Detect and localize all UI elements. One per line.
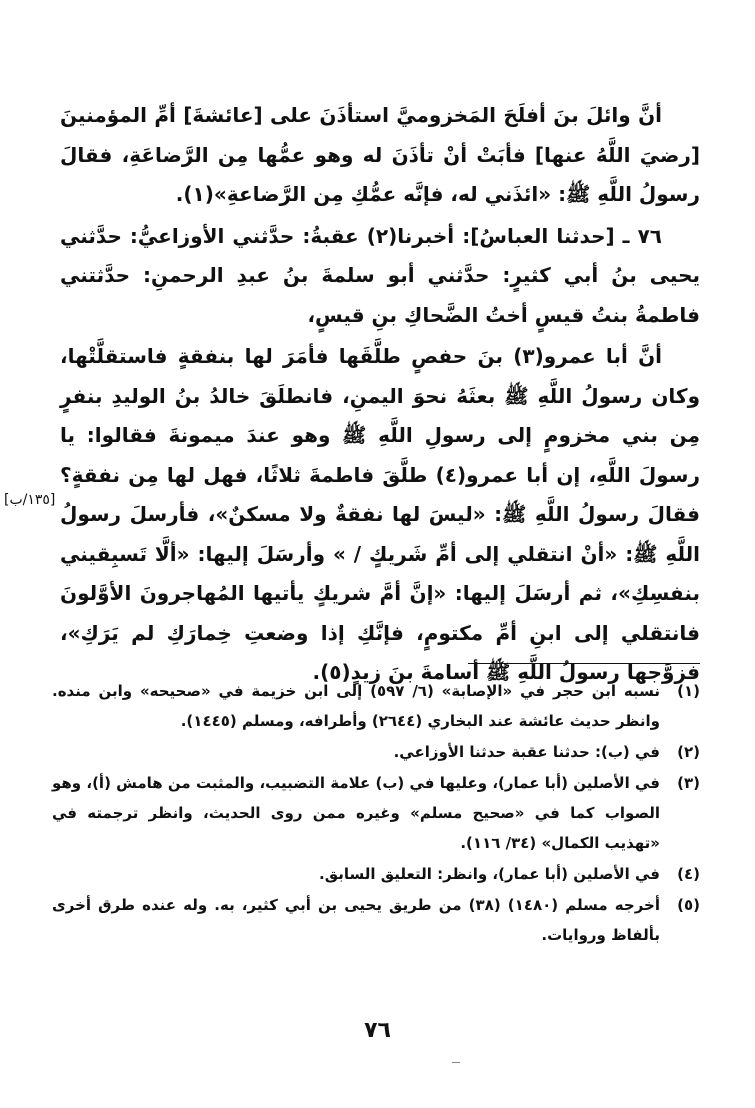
footnote-text: في الأصلين (أبا عمار)، وانظر: التعليق السابق.: [319, 865, 660, 883]
footnote-text: في (ب): حدثنا عقبة حدثنا الأوزاعي.: [393, 743, 660, 761]
page-number: ٧٦: [364, 1018, 391, 1043]
hadith-paragraph-2: ٧٦ ـ [حدثنا العباسُ]: أخبرنا(٢) عقبةُ: حدَّثني الأوزاعيُّ: حدَّثني يحيى بنُ أبي كثيرٍ: حدَّثني أبو سلمةَ بنُ عبدِ الرحمنِ: حدَّثتني فاطمةُ بنتُ قيسٍ أختُ الضَّحاكِ بنِ قيسٍ،: [60, 223, 700, 327]
footnote-number: (٤): [677, 865, 700, 883]
footnote: [52, 768, 700, 858]
footnote-number: (٣): [677, 774, 700, 792]
hadith-paragraph-3: أنَّ أبا عمرو(٣) بنَ حفصٍ طلَّقَها فأمَرَ لها بنفقةٍ فاستقلَّتْها، وكان رسولُ اللَّهِ ﷺ بعثَهُ نحوَ اليمنِ، فانطلَقَ خالدُ بنُ الوليدِ بنفرٍ مِن بني مخزومٍ إلى رسولِ اللَّهِ ﷺ وهو عندَ ميمونةَ فقالوا: يا رسولَ اللَّهِ، إن أبا عمرو(٤) طلَّقَ فاطمةَ ثلاثًا، فهل لها مِن نفقةٍ؟ فقالَ رسولُ اللَّهِ ﷺ: «ليسَ لها نفقةٌ ولا مسكنٌ»، فأرسلَ رسولُ اللَّهِ ﷺ: «أنْ انتقلي إلى أمِّ شَريكٍ / » وأرسَلَ إليها: «ألَّا تَسبِقيني بنفسِكِ»، ثم أرسَلَ إليها: «إنَّ أمَّ شريكٍ يأتيها المُهاجرونَ الأوَّلونَ فانتقلي إلى ابنِ أمِّ مكتومٍ، فإنَّكِ إذا وضعتِ خِمارَكِ لم يَرَكِ»، فزوَّجها رسولُ اللَّهِ ﷺ أسامةَ بنَ زيدٍ(٥).: [60, 344, 700, 684]
footnote-text: أخرجه مسلم (١٤٨٠) (٣٨) من طريق يحيى بن أبي كثير، به. وله عنده طرق أخرى بألفاظ وروايات.: [52, 896, 660, 944]
footnote-number: (٢): [677, 743, 700, 761]
footnote: [52, 859, 700, 889]
footnote: [52, 737, 700, 767]
hadith-paragraph-1: أنَّ وائلَ بنَ أفلَحَ المَخزوميَّ استأذَنَ على [عائشةَ] أمِّ المؤمنينَ [رضيَ اللَّهُ عنها] فأبَتْ أنْ تأذَنَ له وهو عمُّها مِن الرَّضاعَةِ، فقالَ رسولُ اللَّهِ ﷺ: «ائذَني له، فإنَّه عمُّكِ مِن الرَّضاعةِ»(١).: [60, 103, 700, 206]
footnote-text: في الأصلين (أبا عمار)، وعليها في (ب) علامة التضبيب، والمثبت من هامش (أ)، وهو الصواب كما في «صحيح مسلم» وغيره ممن روى الحديث، وانظر ترجمته في «تهذيب الكمال» (٣٤/ ١١٦).: [52, 774, 660, 852]
main-text-block: [60, 96, 700, 693]
scan-speck: [452, 1062, 460, 1063]
footnote-number: (١): [677, 682, 700, 700]
footnote: [52, 890, 700, 950]
manuscript-folio-marker: [١٣٥/ب]: [4, 492, 56, 508]
footnote-separator: [468, 663, 700, 664]
footnotes-section: [52, 676, 700, 951]
footnote-text: نسبه ابن حجر في «الإصابة» (٦/ ٥٩٧) إلى ابن خزيمة في «صحيحه» وابن منده. وانظر حديث عائشة عند البخاري (٢٦٤٤) وأطرافه، ومسلم (١٤٤٥).: [52, 682, 661, 730]
footnote: [52, 676, 700, 736]
footnote-number: (٥): [677, 896, 700, 914]
